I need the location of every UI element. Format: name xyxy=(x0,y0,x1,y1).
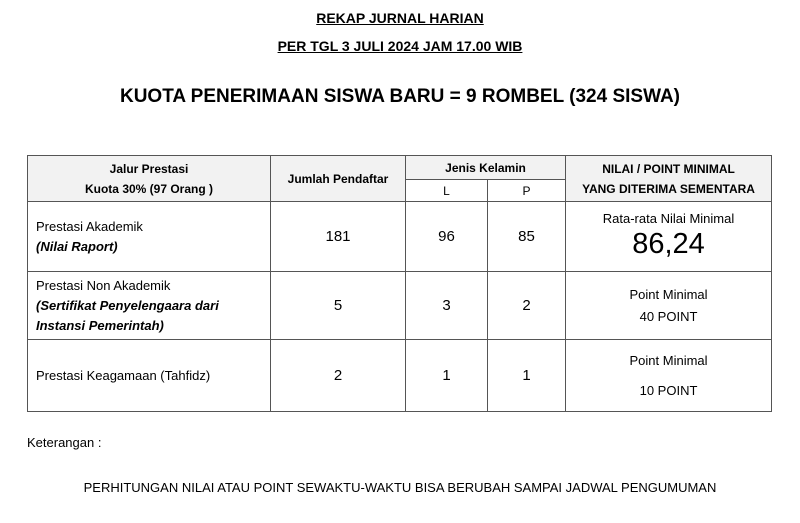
header-jalur-line2: Kuota 30% (97 Orang ) xyxy=(84,181,214,196)
row-jalur xyxy=(28,202,271,272)
nilai-value: 10 POINT xyxy=(639,382,698,398)
row-jumlah: 181 xyxy=(271,202,406,272)
row-jalur xyxy=(28,272,271,340)
row-nilai xyxy=(566,340,772,412)
footnote: PERHITUNGAN NILAI ATAU POINT SEWAKTU-WAKTU BISA BERUBAH SAMPAI JADWAL PENGUMUMAN xyxy=(83,480,717,495)
row-name: Prestasi Non Akademik xyxy=(36,277,171,293)
table-row xyxy=(28,340,772,412)
row-l: 96 xyxy=(406,202,488,272)
header-jenis-kelamin: Jenis Kelamin xyxy=(406,156,566,180)
header-nilai-line2: YANG DITERIMA SEMENTARA xyxy=(582,181,755,196)
row-nilai xyxy=(566,202,772,272)
header-l: L xyxy=(406,180,488,202)
keterangan-label: Keterangan : xyxy=(27,435,102,450)
nilai-label: Rata-rata Nilai Minimal xyxy=(602,211,735,226)
row-l: 3 xyxy=(406,272,488,340)
header-nilai-minimal xyxy=(566,156,772,202)
row-l: 1 xyxy=(406,340,488,412)
quota-heading: KUOTA PENERIMAAN SISWA BARU = 9 ROMBEL (324 SISWA) xyxy=(119,86,681,107)
row-detail: (Sertifikat Penyelengaara dari Instansi Pemerintah) xyxy=(36,297,219,333)
report-title: REKAP JURNAL HARIAN xyxy=(316,10,484,26)
row-p: 2 xyxy=(488,272,566,340)
table-row xyxy=(28,272,772,340)
row-p: 85 xyxy=(488,202,566,272)
row-name: Prestasi Akademik xyxy=(36,218,143,234)
report-date: PER TGL 3 JULI 2024 JAM 17.00 WIB xyxy=(277,38,523,54)
header-nilai-line1: NILAI / POINT MINIMAL xyxy=(602,161,735,176)
row-jumlah: 5 xyxy=(271,272,406,340)
header-jumlah-pendaftar: Jumlah Pendaftar xyxy=(271,156,406,202)
table-row xyxy=(28,202,772,272)
row-p: 1 xyxy=(488,340,566,412)
header-jalur-prestasi xyxy=(28,156,271,202)
row-jalur: Prestasi Keagamaan (Tahfidz) xyxy=(28,340,271,412)
row-nilai xyxy=(566,272,772,340)
row-jumlah: 2 xyxy=(271,340,406,412)
nilai-value: 40 POINT xyxy=(639,308,698,324)
row-detail: (Nilai Raport) xyxy=(36,238,118,254)
header-p: P xyxy=(488,180,566,202)
rekap-table xyxy=(27,155,772,412)
header-jalur-line1: Jalur Prestasi xyxy=(109,161,189,176)
nilai-label: Point Minimal xyxy=(629,286,708,302)
nilai-label: Point Minimal xyxy=(629,352,708,368)
nilai-value: 86,24 xyxy=(632,228,705,260)
